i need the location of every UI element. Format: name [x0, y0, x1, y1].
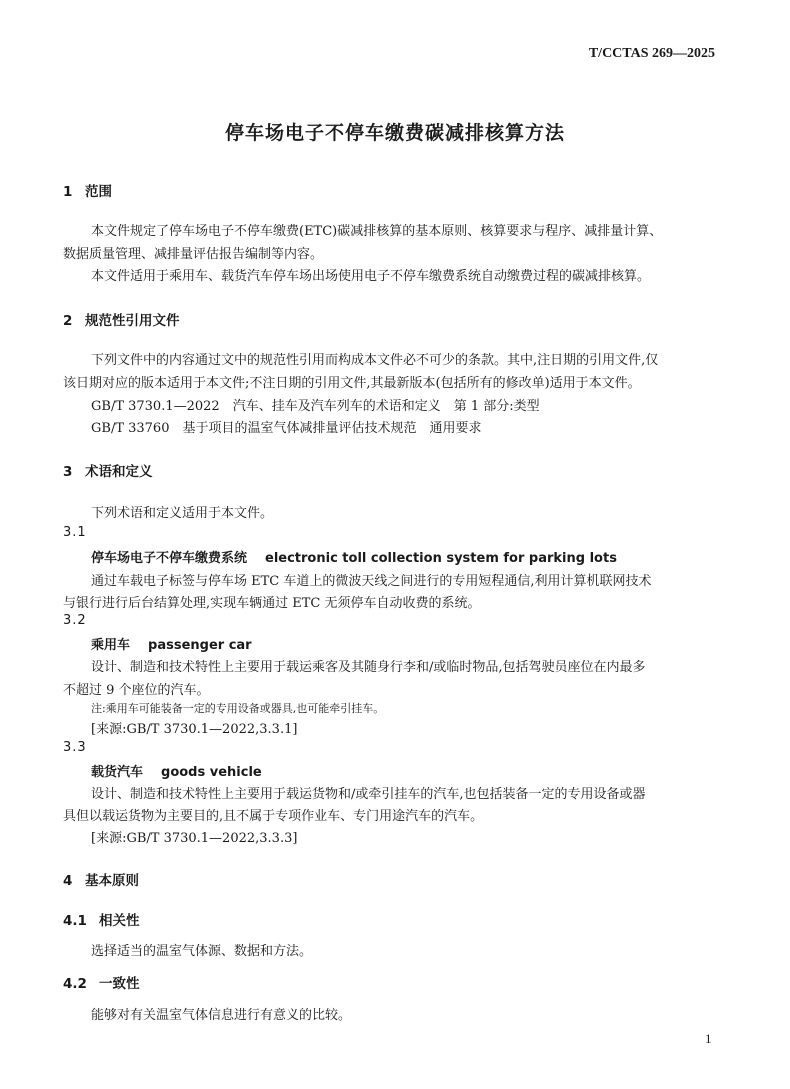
term-zh: 停车场电子不停车缴费系统	[91, 551, 248, 566]
term-definition-continuation: 不超过 9 个座位的汽车。	[63, 683, 210, 698]
section-title: 术语和定义	[85, 464, 153, 480]
term-number: 3.1	[63, 525, 87, 540]
section-number: 4	[63, 873, 73, 889]
paragraph: 下列文件中的内容通过文中的规范性引用而构成本文件必不可少的条款。其中,注日期的引用文件,仅	[91, 353, 659, 368]
section-heading-3	[63, 460, 153, 480]
section-title: 规范性引用文件	[85, 313, 180, 329]
term-en: passenger car	[148, 638, 252, 653]
standard-number: T/CCTAS 269—2025	[588, 46, 715, 61]
term-definition: 设计、制造和技术特性上主要用于载运货物和/或牵引挂车的汽车,也包括装备一定的专用设备或器	[91, 787, 646, 802]
subsection-number: 4.1	[63, 913, 87, 929]
term-en: goods vehicle	[161, 765, 262, 780]
term-definition: 设计、制造和技术特性上主要用于载运乘客及其随身行李和/或临时物品,包括驾驶员座位在内最多	[91, 660, 646, 675]
subsection-title: 一致性	[99, 976, 140, 992]
term-source: [来源:GB/T 3730.1—2022,3.3.1]	[91, 722, 298, 737]
paragraph-continuation: 数据质量管理、减排量评估报告编制等内容。	[63, 247, 324, 262]
paragraph-continuation: 该日期对应的版本适用于本文件;不注日期的引用文件,其最新版本(包括所有的修改单)适用于本文件。	[63, 376, 641, 391]
page-number: 1	[705, 1031, 712, 1046]
section-number: 2	[63, 313, 73, 329]
section-heading-2	[63, 309, 180, 329]
subsection-heading-4-2	[63, 972, 140, 992]
section-title: 范围	[85, 184, 112, 200]
subsection-heading-4-1	[63, 909, 140, 929]
term-zh: 乘用车	[91, 638, 131, 653]
paragraph: 本文件规定了停车场电子不停车缴费(ETC)碳减排核算的基本原则、核算要求与程序、减排量计算、	[91, 224, 663, 239]
section-heading-1	[63, 180, 112, 200]
section-title: 基本原则	[85, 873, 139, 889]
term-entry	[91, 634, 252, 653]
section-heading-4	[63, 869, 139, 889]
normative-reference: GB/T 3730.1—2022 汽车、挂车及汽车列车的术语和定义 第 1 部分:类型	[91, 399, 540, 414]
term-source: [来源:GB/T 3730.1—2022,3.3.3]	[91, 831, 298, 846]
section-number: 1	[63, 184, 73, 200]
subsection-number: 4.2	[63, 976, 87, 992]
paragraph: 本文件适用于乘用车、载货汽车停车场出场使用电子不停车缴费系统自动缴费过程的碳减排核算。	[91, 269, 651, 284]
paragraph: 能够对有关温室气体信息进行有意义的比较。	[91, 1008, 352, 1023]
term-entry	[91, 761, 262, 780]
term-number: 3.2	[63, 613, 87, 628]
term-number: 3.3	[63, 740, 87, 755]
paragraph: 选择适当的温室气体源、数据和方法。	[91, 944, 313, 959]
term-entry	[91, 547, 617, 566]
term-zh: 载货汽车	[91, 765, 144, 780]
normative-reference: GB/T 33760 基于项目的温室气体减排量评估技术规范 通用要求	[91, 421, 482, 436]
term-en: electronic toll collection system for parking lots	[265, 551, 617, 566]
term-note: 注:乘用车可能装备一定的专用设备或器具,也可能牵引挂车。	[91, 702, 385, 715]
paragraph: 下列术语和定义适用于本文件。	[91, 506, 274, 521]
term-definition-continuation: 与银行进行后台结算处理,实现车辆通过 ETC 无须停车自动收费的系统。	[63, 596, 481, 611]
term-definition: 通过车载电子标签与停车场 ETC 车道上的微波天线之间进行的专用短程通信,利用计算机联网技术	[91, 574, 652, 589]
term-definition-continuation: 具但以载运货物为主要目的,且不属于专项作业车、专门用途汽车的汽车。	[63, 809, 484, 824]
document-title: 停车场电子不停车缴费碳减排核算方法	[224, 122, 565, 144]
subsection-title: 相关性	[99, 913, 140, 929]
section-number: 3	[63, 464, 73, 480]
